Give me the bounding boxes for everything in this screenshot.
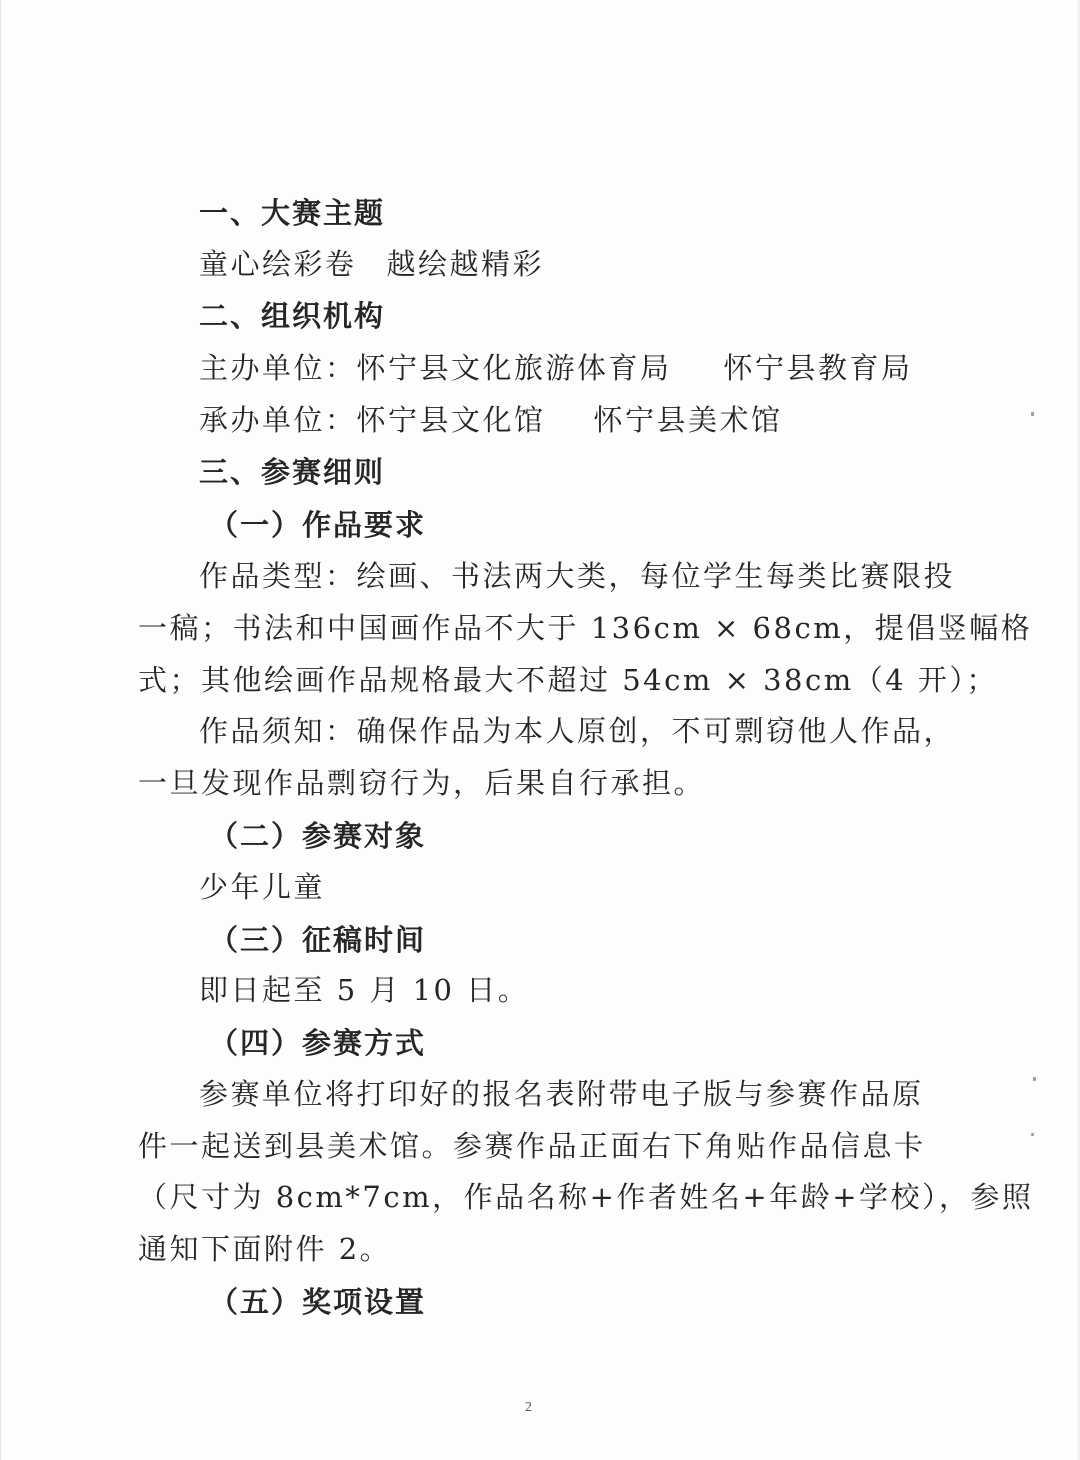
method-line-4: 通知下面附件 2。 bbox=[138, 1232, 392, 1266]
requirements-line-3: 式；其他绘画作品规格最大不超过 54cm × 38cm（4 开）； bbox=[138, 663, 998, 697]
scan-speck bbox=[1031, 412, 1034, 416]
rule-heading-participants: （二）参赛对象 bbox=[209, 819, 427, 853]
host-label: 主办单位： bbox=[199, 351, 357, 385]
host-line bbox=[199, 348, 913, 388]
requirements-line-1: 作品类型：绘画、书法两大类，每位学生每类比赛限投 bbox=[199, 559, 956, 593]
organizer-label: 承办单位： bbox=[199, 403, 357, 437]
method-line-2: 件一起送到县美术馆。参赛作品正面右下角贴作品信息卡 bbox=[138, 1129, 926, 1163]
scan-speck bbox=[1031, 1133, 1034, 1136]
rule-heading-awards: （五）奖项设置 bbox=[209, 1285, 427, 1319]
organizer-line bbox=[199, 400, 783, 440]
organizer-1: 怀宁县文化馆 bbox=[356, 403, 546, 437]
notice-line-1: 作品须知：确保作品为本人原创，不可剽窃他人作品， bbox=[199, 714, 956, 748]
deadline-text: 即日起至 5 月 10 日。 bbox=[199, 973, 530, 1007]
theme-part-2: 越绘越精彩 bbox=[386, 247, 545, 281]
theme-part-1: 童心绘彩卷 bbox=[199, 247, 357, 281]
requirements-line-2: 一稿；书法和中国画作品不大于 136cm × 68cm，提倡竖幅格 bbox=[138, 611, 1033, 645]
page-number: 2 bbox=[525, 1400, 532, 1415]
rule-heading-deadline: （三）征稿时间 bbox=[209, 923, 427, 957]
host-org-2: 怀宁县教育局 bbox=[723, 351, 913, 385]
scan-speck bbox=[1033, 1077, 1036, 1081]
section-heading-organization: 二、组织机构 bbox=[199, 299, 386, 333]
page-edge-shadow bbox=[1076, 0, 1080, 1460]
organizer-2: 怀宁县美术馆 bbox=[593, 403, 783, 437]
section-heading-theme: 一、大赛主题 bbox=[199, 196, 386, 230]
method-line-1: 参赛单位将打印好的报名表附带电子版与参赛作品原 bbox=[199, 1077, 924, 1111]
theme-line bbox=[199, 244, 544, 284]
host-org-1: 怀宁县文化旅游体育局 bbox=[356, 351, 672, 385]
section-heading-rules: 三、参赛细则 bbox=[199, 455, 386, 489]
method-line-3: （尺寸为 8cm*7cm，作品名称+作者姓名+年龄+学校），参照 bbox=[138, 1180, 1034, 1214]
rule-heading-method: （四）参赛方式 bbox=[209, 1026, 427, 1060]
participants-text: 少年儿童 bbox=[199, 870, 326, 904]
notice-line-2: 一旦发现作品剽窃行为，后果自行承担。 bbox=[138, 766, 706, 800]
rule-heading-requirements: （一）作品要求 bbox=[209, 508, 427, 542]
